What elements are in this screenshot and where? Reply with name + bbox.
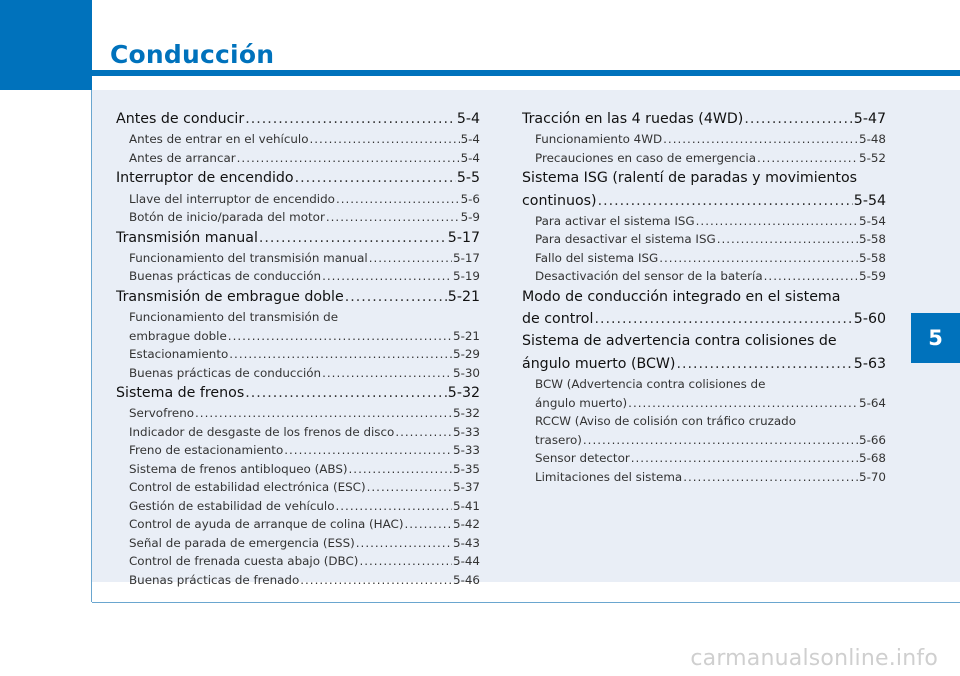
toc-left-column xyxy=(116,108,480,589)
toc-section-entry[interactable] xyxy=(116,167,480,189)
toc-page-number: 5-4 xyxy=(456,111,480,127)
toc-subsection-entry[interactable] xyxy=(129,327,480,346)
toc-leader-dots xyxy=(237,149,460,168)
toc-leader-dots xyxy=(300,571,452,590)
toc-section-entry[interactable] xyxy=(116,108,480,130)
footer-rule xyxy=(92,602,960,603)
toc-page-number: 5-70 xyxy=(859,469,886,484)
toc-page-number: 5-42 xyxy=(453,517,480,532)
toc-page-number: 5-17 xyxy=(447,229,480,246)
toc-leader-dots xyxy=(395,423,452,442)
toc-page-number: 5-4 xyxy=(460,132,480,147)
toc-entry-title: Buenas prácticas de frenado xyxy=(129,572,300,587)
toc-page-number: 5-58 xyxy=(859,250,886,265)
page-title: Conducción xyxy=(110,40,275,69)
toc-section-entry[interactable] xyxy=(522,353,886,375)
toc-leader-dots xyxy=(259,227,447,249)
toc-entry-title: continuos) xyxy=(522,192,597,209)
toc-leader-dots xyxy=(405,515,453,534)
toc-entry-title: Precauciones en caso de emergencia xyxy=(535,150,756,165)
toc-leader-dots xyxy=(345,286,447,308)
toc-subsection-entry[interactable] xyxy=(129,404,480,423)
toc-section-entry[interactable] xyxy=(522,286,886,308)
toc-leader-dots xyxy=(744,108,852,130)
toc-entry-title: Señal de parada de emergencia (ESS) xyxy=(129,535,355,550)
toc-subsection-entry[interactable] xyxy=(129,423,480,442)
toc-entry-title: Antes de arrancar xyxy=(129,150,236,165)
toc-subsection-entry[interactable] xyxy=(129,345,480,364)
toc-entry-title: Sistema de frenos xyxy=(116,385,245,402)
toc-subsection-entry[interactable] xyxy=(535,468,886,487)
toc-entry-title: de control xyxy=(522,311,594,328)
toc-subsection-entry[interactable] xyxy=(129,190,480,209)
toc-page-number: 5-63 xyxy=(853,355,886,372)
toc-subsection-entry[interactable] xyxy=(129,552,480,571)
toc-entry-title: Desactivación del sensor de la batería xyxy=(535,269,763,284)
toc-subsection-entry[interactable] xyxy=(535,412,886,431)
toc-entry-title: Limitaciones del sistema xyxy=(535,469,683,484)
toc-page-number: 5-17 xyxy=(453,250,480,265)
toc-page-number: 5-46 xyxy=(453,572,480,587)
toc-entry-title: Freno de estacionamiento xyxy=(129,443,284,458)
toc-entry-title: Antes de entrar en el vehículo xyxy=(129,132,309,147)
watermark-text: carmanualsonline.info xyxy=(690,646,938,671)
toc-subsection-entry[interactable] xyxy=(129,497,480,516)
toc-entry-title: embrague doble xyxy=(129,328,227,343)
toc-entry-title: Servofreno xyxy=(129,406,195,421)
toc-entry-title: Antes de conducir xyxy=(116,111,245,127)
toc-page-number: 5-9 xyxy=(460,210,480,225)
toc-leader-dots xyxy=(628,394,858,413)
toc-entry-title: Transmisión manual xyxy=(116,229,258,246)
toc-leader-dots xyxy=(310,130,460,149)
toc-leader-dots xyxy=(229,345,452,364)
toc-subsection-entry[interactable] xyxy=(535,149,886,168)
toc-page-number: 5-44 xyxy=(453,554,480,569)
toc-entry-title: Llave del interruptor de encendido xyxy=(129,191,335,206)
toc-leader-dots xyxy=(369,249,452,268)
toc-entry-title: Indicador de desgaste de los frenos de disco xyxy=(129,424,395,439)
toc-page-number: 5-4 xyxy=(460,150,480,165)
toc-leader-dots xyxy=(659,249,858,268)
chapter-tab[interactable]: 5 xyxy=(911,313,960,363)
header-blue-block xyxy=(0,0,92,90)
toc-page-number: 5-68 xyxy=(859,451,886,466)
toc-entry-title: Fallo del sistema ISG xyxy=(535,250,659,265)
toc-page-number: 5-35 xyxy=(453,461,480,476)
toc-leader-dots xyxy=(717,230,858,249)
toc-subsection-entry[interactable] xyxy=(535,267,886,286)
toc-subsection-entry[interactable] xyxy=(535,375,886,394)
toc-section-entry[interactable] xyxy=(522,308,886,330)
toc-entry-title: Para desactivar el sistema ISG xyxy=(535,232,716,247)
toc-entry-title: trasero) xyxy=(535,432,582,447)
toc-leader-dots xyxy=(336,497,453,516)
toc-entry-title: Funcionamiento del transmisión manual xyxy=(129,250,368,265)
toc-entry-title: Control de ayuda de arranque de colina (HAC) xyxy=(129,517,404,532)
toc-leader-dots xyxy=(356,534,452,553)
toc-entry-title: Gestión de estabilidad de vehículo xyxy=(129,498,335,513)
toc-leader-dots xyxy=(367,478,452,497)
toc-section-entry[interactable] xyxy=(116,382,480,404)
toc-entry-title: Control de frenada cuesta abajo (DBC) xyxy=(129,554,359,569)
toc-subsection-entry[interactable] xyxy=(129,478,480,497)
toc-page-number: 5-60 xyxy=(853,311,886,328)
toc-subsection-entry[interactable] xyxy=(129,308,480,327)
toc-leader-dots xyxy=(683,468,858,487)
toc-entry-title: Para activar el sistema ISG xyxy=(535,213,695,228)
toc-page-number: 5-30 xyxy=(453,365,480,380)
toc-subsection-entry[interactable] xyxy=(535,212,886,231)
toc-leader-dots xyxy=(195,404,452,423)
toc-entry-title: RCCW (Aviso de colisión con tráfico cruzado xyxy=(535,414,796,429)
toc-leader-dots xyxy=(295,167,456,189)
toc-leader-dots xyxy=(336,190,460,209)
toc-entry-title: Botón de inicio/parada del motor xyxy=(129,210,325,225)
toc-page-number: 5-66 xyxy=(859,432,886,447)
toc-leader-dots xyxy=(322,267,452,286)
toc-page-number: 5-29 xyxy=(453,347,480,362)
toc-page-number: 5-52 xyxy=(859,150,886,165)
toc-page-number: 5-54 xyxy=(853,192,886,209)
toc-entry-title: Interruptor de encendido xyxy=(116,170,294,187)
toc-entry-title: Sensor detector xyxy=(535,451,630,466)
toc-leader-dots xyxy=(326,208,460,227)
toc-page-number: 5-58 xyxy=(859,232,886,247)
toc-leader-dots xyxy=(245,382,447,404)
toc-leader-dots xyxy=(598,190,853,212)
toc-leader-dots xyxy=(245,108,456,130)
toc-entry-title: ángulo muerto) xyxy=(535,395,628,410)
left-margin-rule xyxy=(91,90,92,602)
toc-subsection-entry[interactable] xyxy=(129,515,480,534)
toc-entry-title: Sistema de frenos antibloqueo (ABS) xyxy=(129,461,348,476)
toc-section-entry[interactable] xyxy=(116,227,480,249)
toc-subsection-entry[interactable] xyxy=(535,431,886,450)
toc-page-number: 5-32 xyxy=(453,406,480,421)
toc-subsection-entry[interactable] xyxy=(129,364,480,383)
toc-page-number: 5-54 xyxy=(859,213,886,228)
toc-subsection-entry[interactable] xyxy=(535,394,886,413)
toc-page-number: 5-64 xyxy=(859,395,886,410)
toc-subsection-entry[interactable] xyxy=(129,249,480,268)
toc-page-number: 5-59 xyxy=(859,269,886,284)
toc-entry-title: Buenas prácticas de conducción xyxy=(129,365,322,380)
toc-subsection-entry[interactable] xyxy=(535,130,886,149)
toc-page-number: 5-41 xyxy=(453,498,480,513)
toc-subsection-entry[interactable] xyxy=(129,267,480,286)
toc-page-number: 5-37 xyxy=(453,480,480,495)
toc-subsection-entry[interactable] xyxy=(129,571,480,590)
toc-subsection-entry[interactable] xyxy=(535,449,886,468)
toc-section-entry[interactable] xyxy=(116,286,480,308)
header-rule xyxy=(92,70,960,76)
toc-leader-dots xyxy=(594,308,852,330)
toc-entry-title: Control de estabilidad electrónica (ESC) xyxy=(129,480,366,495)
toc-page-number: 5-21 xyxy=(453,328,480,343)
toc-entry-title: Sistema de advertencia contra colisiones de xyxy=(522,333,837,350)
toc-entry-title: ángulo muerto (BCW) xyxy=(522,355,676,372)
toc-right-column xyxy=(522,108,886,486)
toc-subsection-entry[interactable] xyxy=(535,230,886,249)
toc-page-number: 5-48 xyxy=(859,132,886,147)
toc-entry-title: Transmisión de embrague doble xyxy=(116,288,344,305)
toc-entry-title: Funcionamiento del transmisión de xyxy=(129,310,339,325)
toc-entry-title: Sistema ISG (ralentí de paradas y movimientos xyxy=(522,170,858,187)
toc-subsection-entry[interactable] xyxy=(129,460,480,479)
toc-leader-dots xyxy=(757,149,858,168)
toc-leader-dots xyxy=(284,441,452,460)
toc-page-number: 5-19 xyxy=(453,269,480,284)
toc-leader-dots xyxy=(696,212,858,231)
toc-page-number: 5-43 xyxy=(453,535,480,550)
toc-page-number: 5-6 xyxy=(460,191,480,206)
toc-subsection-entry[interactable] xyxy=(129,534,480,553)
toc-subsection-entry[interactable] xyxy=(129,130,480,149)
toc-leader-dots xyxy=(764,267,858,286)
toc-section-entry[interactable] xyxy=(522,108,886,130)
toc-entry-title: BCW (Advertencia contra colisiones de xyxy=(535,377,766,392)
toc-section-entry[interactable] xyxy=(522,190,886,212)
toc-subsection-entry[interactable] xyxy=(535,249,886,268)
toc-entry-title: Estacionamiento xyxy=(129,347,229,362)
toc-subsection-entry[interactable] xyxy=(129,441,480,460)
toc-page-number: 5-33 xyxy=(453,424,480,439)
toc-section-entry[interactable] xyxy=(522,167,886,189)
toc-leader-dots xyxy=(676,353,852,375)
toc-entry-title: Funcionamiento 4WD xyxy=(535,132,663,147)
toc-entry-title: Modo de conducción integrado en el sistema xyxy=(522,288,841,305)
toc-subsection-entry[interactable] xyxy=(129,208,480,227)
toc-page-number: 5-32 xyxy=(447,385,480,402)
toc-leader-dots xyxy=(359,552,452,571)
toc-section-entry[interactable] xyxy=(522,330,886,352)
toc-leader-dots xyxy=(583,431,858,450)
toc-leader-dots xyxy=(228,327,452,346)
toc-entry-title: Tracción en las 4 ruedas (4WD) xyxy=(522,111,744,127)
toc-subsection-entry[interactable] xyxy=(129,149,480,168)
toc-page-number: 5-21 xyxy=(447,288,480,305)
toc-leader-dots xyxy=(322,364,452,383)
toc-leader-dots xyxy=(663,130,858,149)
toc-page-number: 5-33 xyxy=(453,443,480,458)
toc-page-number: 5-5 xyxy=(456,170,480,187)
toc-entry-title: Buenas prácticas de conducción xyxy=(129,269,322,284)
toc-page-number: 5-47 xyxy=(853,111,886,127)
toc-leader-dots xyxy=(631,449,858,468)
toc-leader-dots xyxy=(349,460,452,479)
